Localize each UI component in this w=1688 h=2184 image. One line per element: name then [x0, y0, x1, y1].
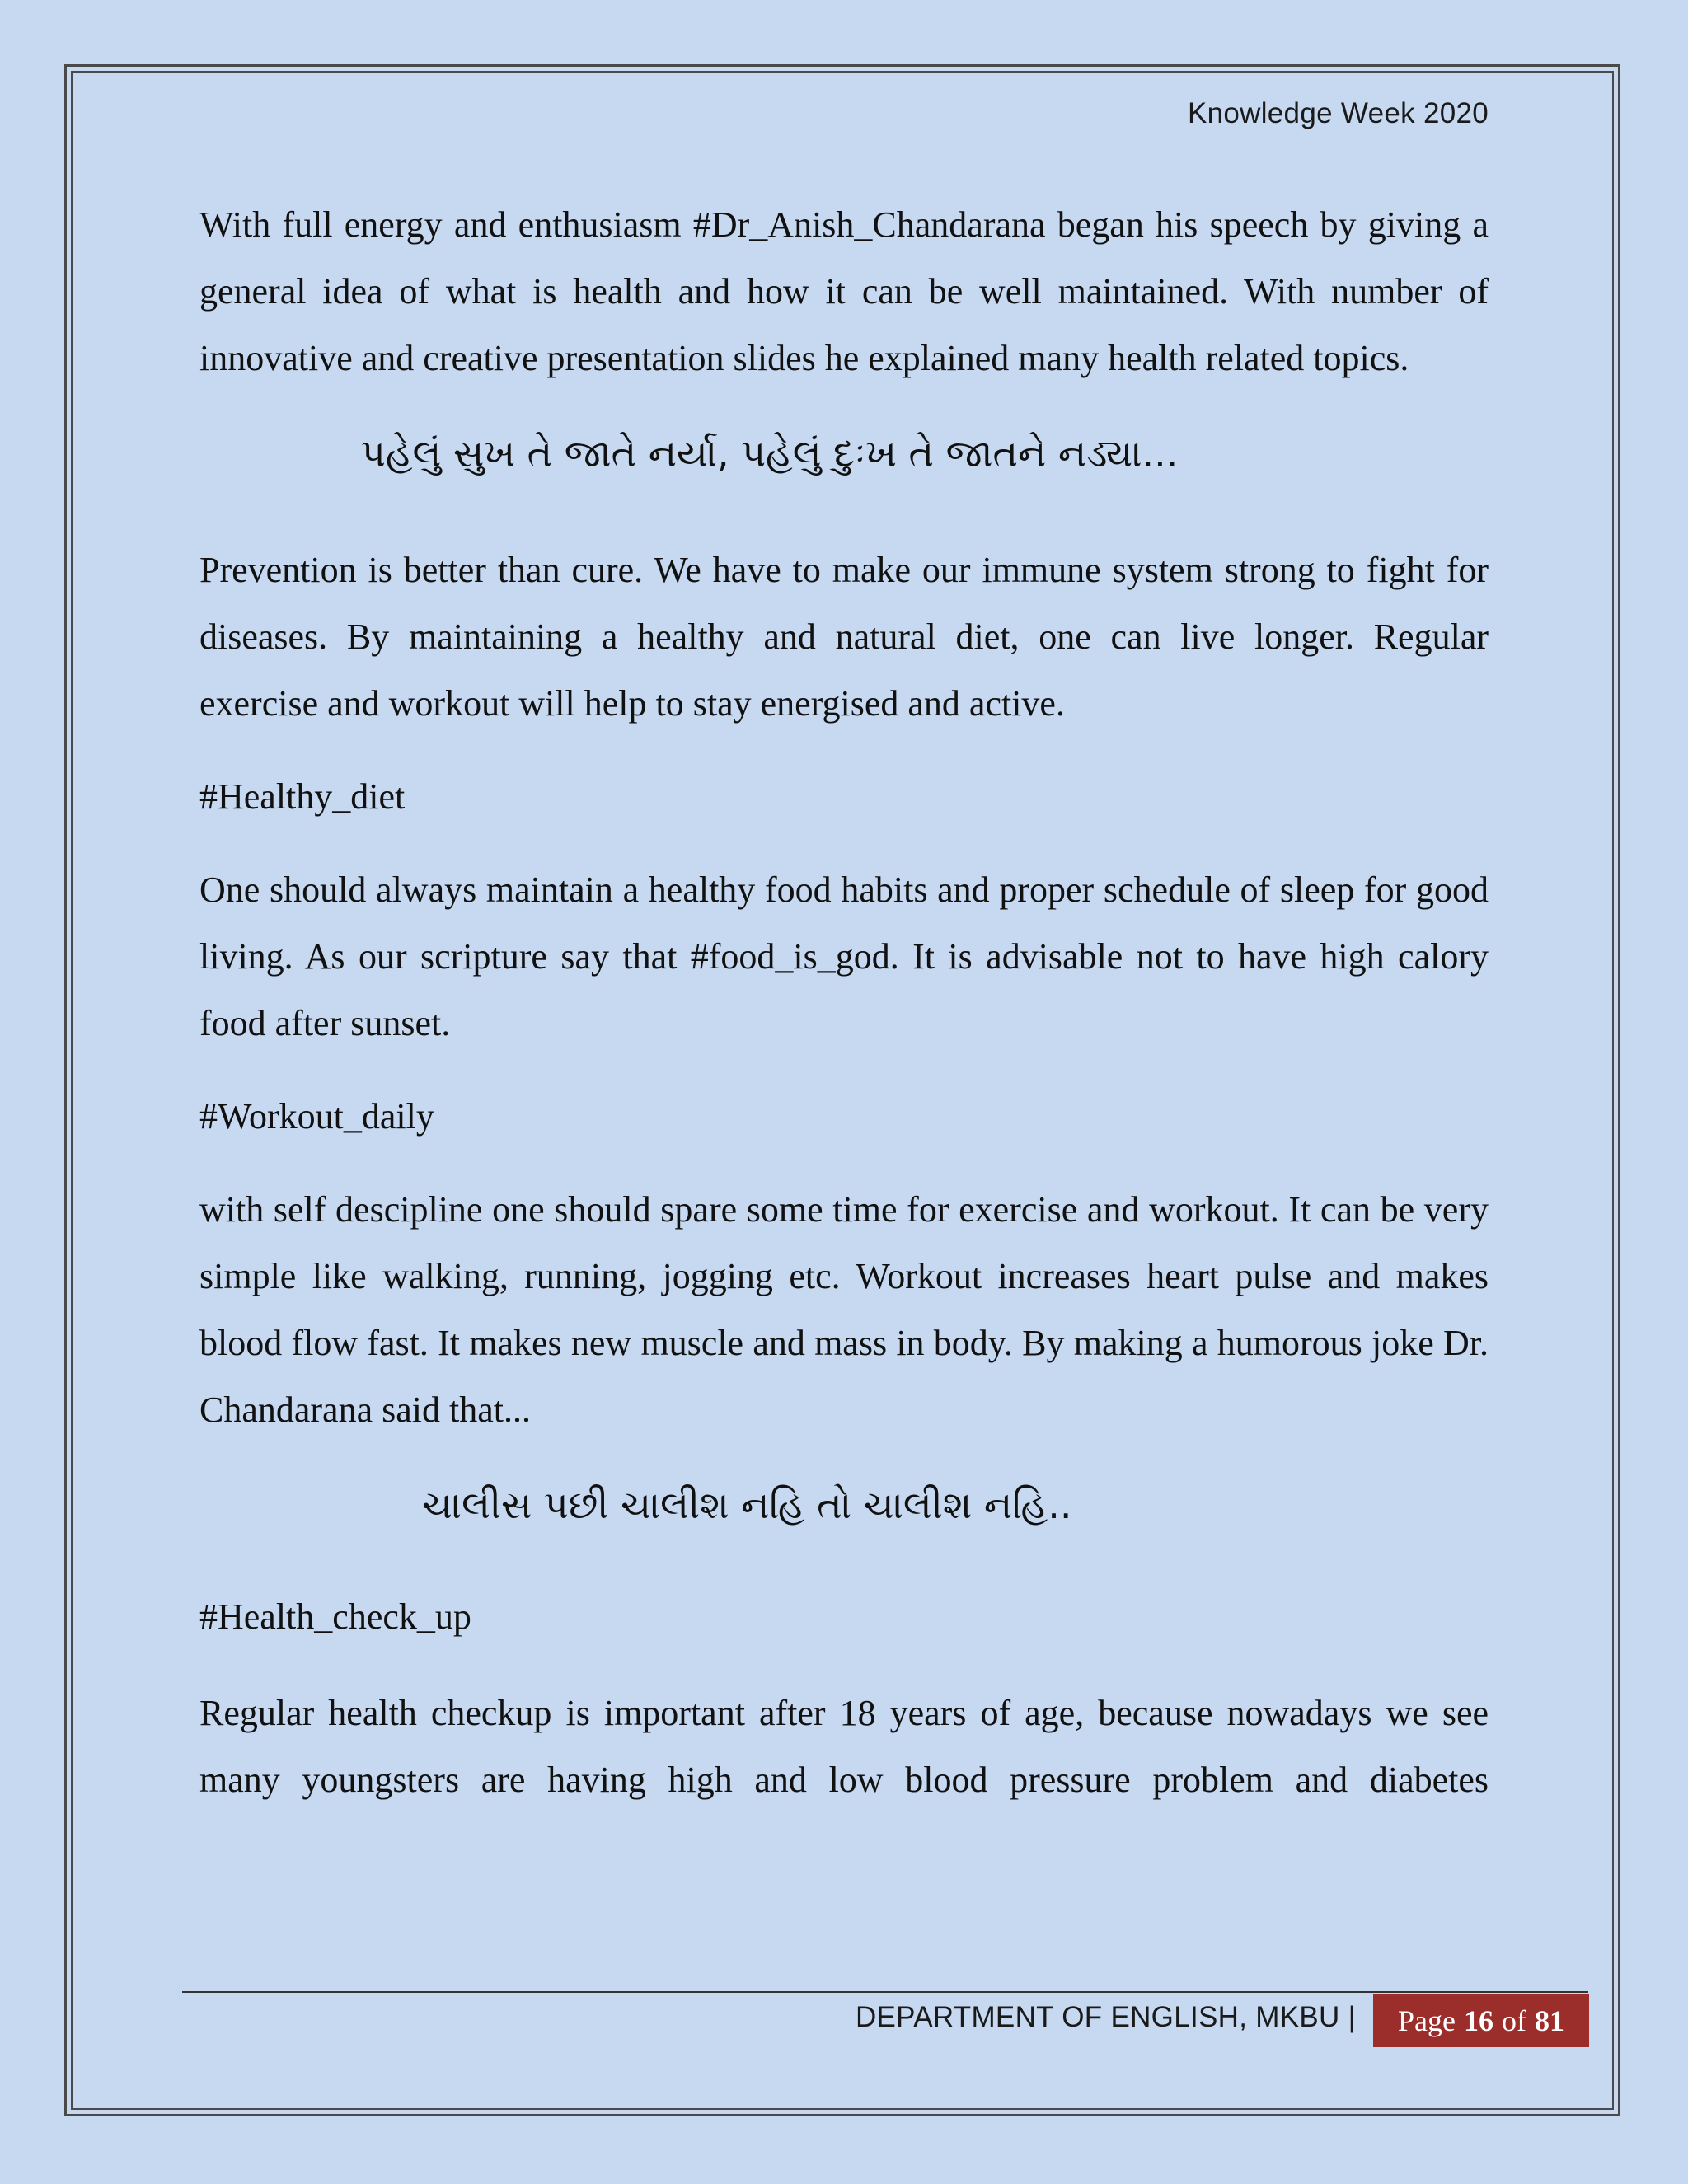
of-word: of [1501, 2004, 1526, 2037]
document-body [199, 191, 1489, 1813]
page-word: Page [1398, 2004, 1456, 2037]
footer-department: DEPARTMENT OF ENGLISH, MKBU | [855, 2001, 1356, 2033]
paragraph-healthy-diet: One should always maintain a healthy food habits and proper schedule of sleep for good living. As our scripture say that #food_is_god. It is advisable not to have high calory food after sunset. [199, 869, 1489, 1043]
paragraph-workout: with self descipline one should spare some time for exercise and workout. It can be very simple like walking, running, jogging etc. Workout increases heart pulse and makes blood flow fast. It makes new muscle and mass in body. By making a humorous joke Dr. Chandarana said that... [199, 1189, 1489, 1430]
total-page-count: 81 [1534, 2004, 1564, 2037]
heading-health-check-up: #Health_check_up [199, 1596, 471, 1637]
footer-divider [182, 1991, 1588, 1993]
current-page-number: 16 [1463, 2004, 1493, 2037]
paragraph-prevention: Prevention is better than cure. We have to make our immune system strong to fight for diseases. By maintaining a healthy and natural diet, one can live longer. Regular exercise and workout will help to stay energised and active. [199, 550, 1489, 724]
paragraph-health-checkup: Regular health checkup is important after 18 years of age, because nowadays we see many youngsters are having high and low blood pressure problem and diabetes [199, 1693, 1489, 1800]
page-number-badge [1373, 1994, 1589, 2047]
heading-healthy-diet: #Healthy_diet [199, 776, 406, 817]
heading-workout-daily: #Workout_daily [199, 1096, 434, 1137]
gujarati-quote-1: પહેલું સુખ તે જાતે નર્યા, પહેલું દુઃખ તે જાતને નડ્યા... [361, 431, 1179, 476]
header-title: Knowledge Week 2020 [1187, 97, 1489, 129]
gujarati-quote-2: ચાલીસ પછી ચાલીશ નહિ તો ચાલીશ નહિ.. [422, 1483, 1072, 1527]
paragraph-intro: With full energy and enthusiasm #Dr_Anish_Chandarana began his speech by giving a general idea of what is health and how it can be well maintained. With number of innovative and creative presentation slides he explained many health related topics. [199, 204, 1489, 378]
